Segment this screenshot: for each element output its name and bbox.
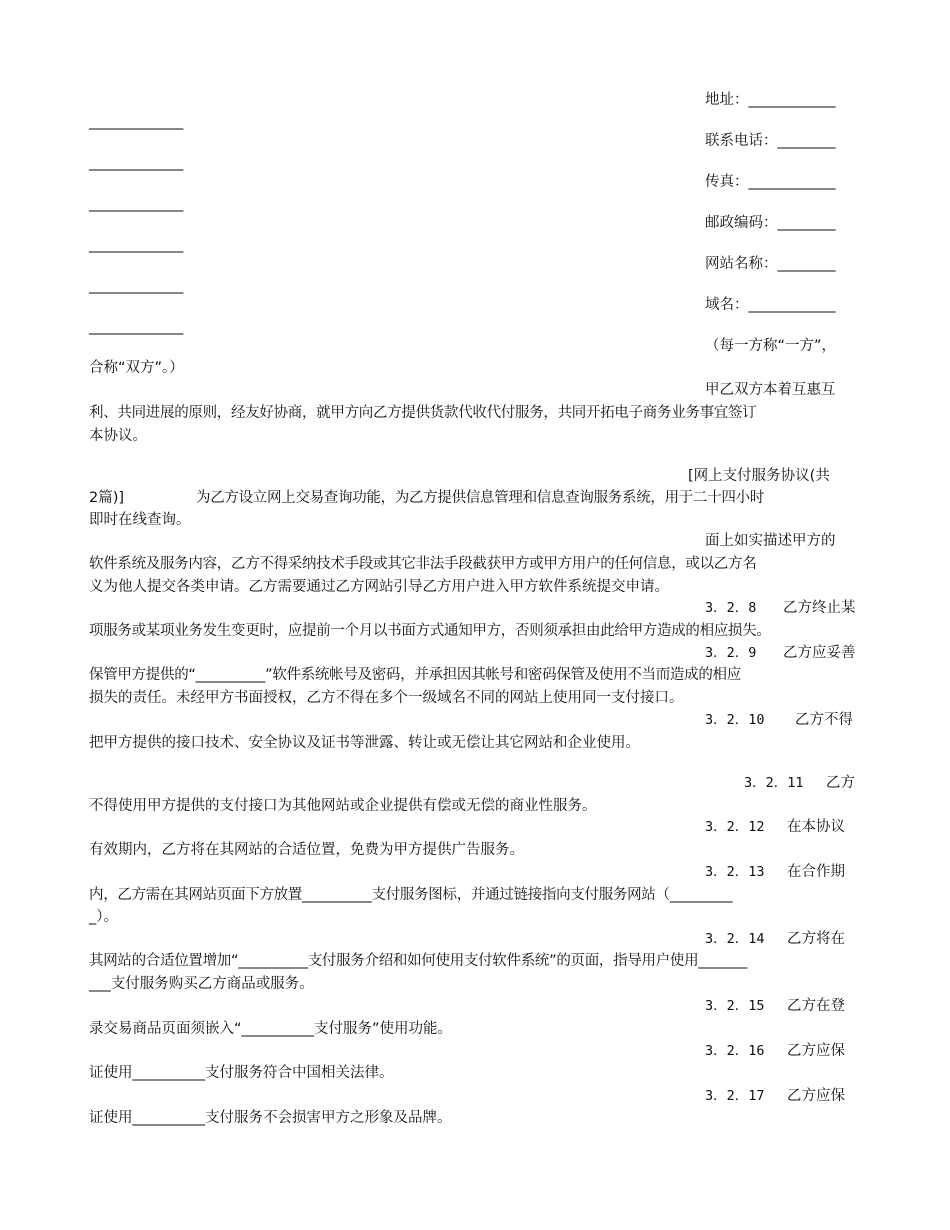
parties-note-line1: （每一方称“一方”， xyxy=(705,338,837,354)
clause-line: ___支付服务购买乙方商品或服务。 xyxy=(89,976,314,992)
fax-field: 传真：____________ xyxy=(705,174,836,190)
clause-heading: 在合作期 xyxy=(787,864,845,880)
clause-number: 3．2．8 xyxy=(705,600,757,616)
site-name-field: 网站名称：________ xyxy=(705,256,836,272)
clause-heading: 乙方应妥善 xyxy=(783,645,856,661)
clause-number: 3．2．17 xyxy=(705,1088,765,1104)
clause-line: 损失的责任。未经甲方书面授权，乙方不得在多个一级域名不同的网站上使用同一支付接口。 xyxy=(89,690,684,706)
clause-line: 录交易商品页面须嵌入“__________支付服务”使用功能。 xyxy=(89,1021,453,1037)
site-name-field-continuation: _____________ xyxy=(89,278,184,294)
postal-field-continuation: _____________ xyxy=(89,237,184,253)
phone-field-continuation: _____________ xyxy=(89,155,184,171)
clause-number: 3．2．13 xyxy=(705,864,765,880)
clause-number: 3．2．15 xyxy=(705,998,765,1014)
title-line2-text: 为乙方设立网上交易查询功能，为乙方提供信息管理和信息查询服务系统，用于二十四小时 xyxy=(196,490,764,506)
clause-line: 有效期内，乙方将在其网站的合适位置，免费为甲方提供广告服务。 xyxy=(89,842,524,858)
clause-line: 保管甲方提供的“__________”软件系统帐号及密码，并承担因其帐号和密码保管及使用不当而造成的相应 xyxy=(89,667,741,683)
clause-number: 3．2．14 xyxy=(705,931,765,947)
intro-line1: 甲乙双方本着互惠互 xyxy=(705,382,836,398)
clause-number: 3．2．11 xyxy=(744,775,804,791)
clause-number: 3．2．16 xyxy=(705,1043,765,1059)
clause-heading: 在本协议 xyxy=(787,819,845,835)
clause-line: _）。 xyxy=(89,909,118,925)
address-field: 地址：____________ xyxy=(705,92,836,108)
address-field-continuation: _____________ xyxy=(89,114,184,130)
postal-field: 邮政编码：________ xyxy=(705,215,836,231)
clause-heading: 乙方终止某 xyxy=(783,600,856,616)
title-line3: 即时在线查询。 xyxy=(89,512,191,528)
phone-field: 联系电话：________ xyxy=(705,133,836,149)
domain-field-continuation: _____________ xyxy=(89,319,184,335)
para-a-line1: 面上如实描述甲方的 xyxy=(705,533,836,549)
fax-field-continuation: _____________ xyxy=(89,196,184,212)
clause-heading: 乙方应保 xyxy=(787,1043,845,1059)
clause-line: 不得使用甲方提供的支付接口为其他网站或企业提供有偿或无偿的商业性服务。 xyxy=(89,798,597,814)
para-a-line2: 软件系统及服务内容，乙方不得采纳技术手段或其它非法手段截获甲方或甲方用户的任何信息，或以乙方名 xyxy=(89,556,757,572)
clause-heading: 乙方应保 xyxy=(787,1088,845,1104)
clause-number: 3．2．12 xyxy=(705,819,765,835)
clause-line: 把甲方提供的接口技术、安全协议及证书等泄露、转让或无偿让其它网站和企业使用。 xyxy=(89,735,640,751)
clause-heading: 乙方 xyxy=(826,775,855,791)
clause-heading: 乙方不得 xyxy=(795,712,853,728)
intro-line3: 本协议。 xyxy=(89,428,147,444)
clause-line: 证使用__________支付服务不会损害甲方之形象及品牌。 xyxy=(89,1110,452,1126)
clause-heading: 乙方在登 xyxy=(787,998,845,1014)
clause-line: 证使用__________支付服务符合中国相关法律。 xyxy=(89,1065,394,1081)
domain-field: 域名：____________ xyxy=(705,297,836,313)
clause-heading: 乙方将在 xyxy=(787,931,845,947)
clause-line: 内，乙方需在其网站页面下方放置__________支付服务图标，并通过链接指向支付服务网站（_________ xyxy=(89,887,733,903)
title-line1: [网上支付服务协议(共 xyxy=(688,468,830,484)
title-line2-prefix: 2篇)] xyxy=(89,490,125,506)
para-a-line3: 义为他人提交各类申请。乙方需要通过乙方网站引导乙方用户进入甲方软件系统提交申请。 xyxy=(89,579,669,595)
clause-number: 3．2．9 xyxy=(705,645,757,661)
clause-line: 项服务或某项业务发生变更时，应提前一个月以书面方式通知甲方，否则须承担由此给甲方造成的相应损失。 xyxy=(89,623,771,639)
clause-number: 3．2．10 xyxy=(705,712,765,728)
parties-note-line2: 合称“双方”。） xyxy=(89,360,184,376)
intro-line2: 利、共同进展的原则，经友好协商，就甲方向乙方提供货款代收代付服务，共同开拓电子商务业务事宜签订 xyxy=(89,405,757,421)
clause-line: 其网站的合适位置增加“__________支付服务介绍和如何使用支付软件系统”的页面，指导用户使用_______ xyxy=(89,953,747,969)
